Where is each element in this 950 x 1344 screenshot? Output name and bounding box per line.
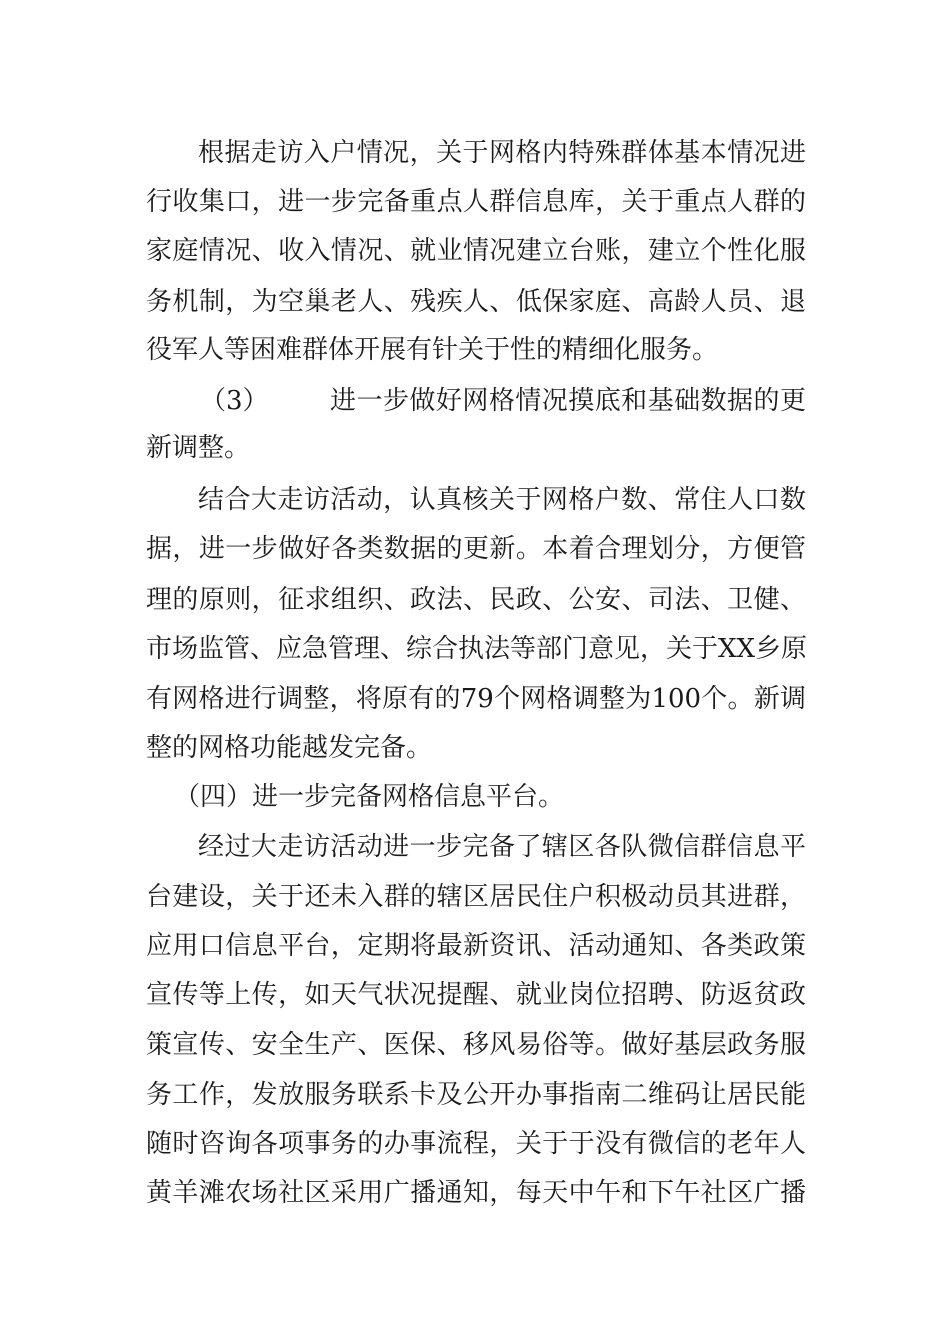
paragraph-1-line-1: 根据走访入户情况，关于网格内特殊群体基本情况进	[198, 138, 806, 168]
paragraph-2-line-1: 结合大走访活动，认真核关于网格户数、常住人口数	[198, 485, 806, 515]
paragraph-3-line-4: 宣传等上传，如天气状况提醒、就业岗位招聘、防返贫政	[146, 980, 806, 1010]
paragraph-3-line-5: 策宣传、安全生产、医保、移风易俗等。做好基层政务服	[146, 1030, 806, 1060]
paragraph-3-line-3: 应用口信息平台，定期将最新资讯、活动通知、各类政策	[146, 931, 806, 961]
paragraph-3-line-2: 台建设，关于还未入群的辖区居民住户积极动员其进群，	[146, 882, 806, 912]
paragraph-2-line-2: 据，进一步做好各类数据的更新。本着合理划分，方便管	[146, 534, 806, 564]
paragraph-3-line-8: 黄羊滩农场社区采用广播通知，每天中午和下午社区广播	[146, 1178, 806, 1208]
section-heading-3-number: （3）	[200, 386, 269, 416]
paragraph-1-line-3: 家庭情况、收入情况、就业情况建立台账，建立个性化服	[146, 236, 806, 266]
section-heading-3-text: 进一步做好网格情况摸底和基础数据的更	[330, 386, 806, 416]
paragraph-1-line-5: 役军人等困难群体开展有针关于性的精细化服务。	[146, 335, 719, 365]
paragraph-1-line-2: 行收集口，进一步完备重点人群信息库，关于重点人群的	[146, 187, 806, 217]
paragraph-2-line-6: 整的网格功能越发完备。	[146, 733, 433, 763]
paragraph-3-line-1: 经过大走访活动进一步完备了辖区各队微信群信息平	[198, 832, 806, 862]
paragraph-1-line-4: 务机制，为空巢老人、残疾人、低保家庭、高龄人员、退	[146, 287, 806, 317]
paragraph-2-line-5: 有网格进行调整，将原有的79个网格调整为100个。新调	[146, 684, 806, 714]
section-heading-4: （四）进一步完备网格信息平台。	[174, 782, 565, 812]
paragraph-3-line-7: 随时咨询各项事务的办事流程，关于于没有微信的老年人	[146, 1129, 806, 1159]
paragraph-2-line-4: 市场监管、应急管理、综合执法等部门意见，关于XX乡原	[146, 634, 808, 664]
paragraph-2-line-3: 理的原则，征求组织、政法、民政、公安、司法、卫健、	[146, 585, 806, 615]
section-heading-3-continuation: 新调整。	[146, 433, 251, 463]
paragraph-3-line-6: 务工作，发放服务联系卡及公开办事指南二维码让居民能	[146, 1080, 806, 1110]
